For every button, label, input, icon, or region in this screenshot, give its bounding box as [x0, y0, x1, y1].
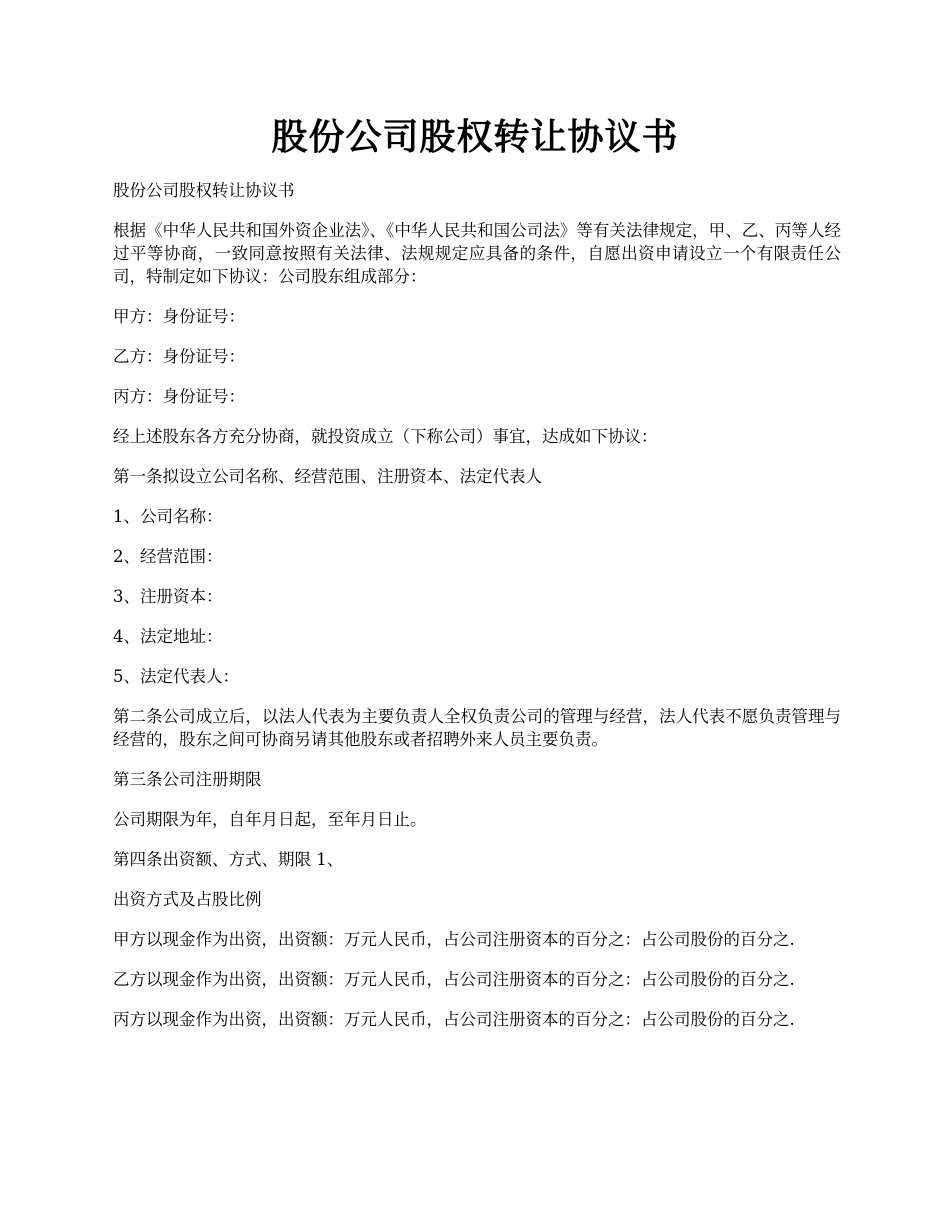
- paragraph-agreement-intro: 经上述股东各方充分协商，就投资成立（下称公司）事宜，达成如下协议：: [113, 427, 658, 446]
- paragraph-item-legal-address: 4、法定地址：: [113, 627, 223, 646]
- paragraph-subtitle: 股份公司股权转让协议书: [113, 181, 295, 200]
- paragraph-term: 公司期限为年，自年月日起，至年月日止。: [113, 810, 427, 829]
- paragraph-party-a: 甲方：身份证号：: [113, 307, 245, 326]
- document-title: 股份公司股权转让协议书: [271, 116, 679, 158]
- paragraph-article-3: 第三条公司注册期限: [113, 770, 262, 789]
- paragraph-contribution-party-b: 乙方以现金作为出资，出资额：万元人民币，占公司注册资本的百分之：占公司股份的百分之.: [113, 970, 795, 989]
- document-body: [113, 179, 841, 1048]
- paragraph-party-c: 丙方：身份证号：: [113, 387, 245, 406]
- paragraph-item-registered-capital: 3、注册资本：: [113, 587, 223, 606]
- paragraph-article-2: 第二条公司成立后，以法人代表为主要负责人全权负责公司的管理与经营，法人代表不愿负责管理与经营的，股东之间可协商另请其他股东或者招聘外来人员主要负责。: [113, 707, 841, 749]
- paragraph-contribution-party-a: 甲方以现金作为出资，出资额：万元人民币，占公司注册资本的百分之：占公司股份的百分之.: [113, 930, 795, 949]
- paragraph-contribution-method: 出资方式及占股比例: [113, 890, 262, 909]
- paragraph-item-company-name: 1、公司名称：: [113, 507, 223, 526]
- paragraph-preamble: 根据《中华人民共和国外资企业法》、《中华人民共和国公司法》等有关法律规定，甲、乙、丙等人经过平等协商，一致同意按照有关法律、法规规定应具备的条件，自愿出资申请设立一个有限责任公司，特制定如下协议：公司股东组成部分：: [113, 221, 841, 286]
- paragraph-party-b: 乙方：身份证号：: [113, 347, 245, 366]
- paragraph-article-1: 第一条拟设立公司名称、经营范围、注册资本、法定代表人: [113, 467, 542, 486]
- paragraph-contribution-party-c: 丙方以现金作为出资，出资额：万元人民币，占公司注册资本的百分之：占公司股份的百分之.: [113, 1010, 795, 1029]
- paragraph-item-legal-representative: 5、法定代表人：: [113, 667, 239, 686]
- paragraph-article-4: 第四条出资额、方式、期限 1、: [113, 850, 344, 869]
- paragraph-item-business-scope: 2、经营范围：: [113, 547, 223, 566]
